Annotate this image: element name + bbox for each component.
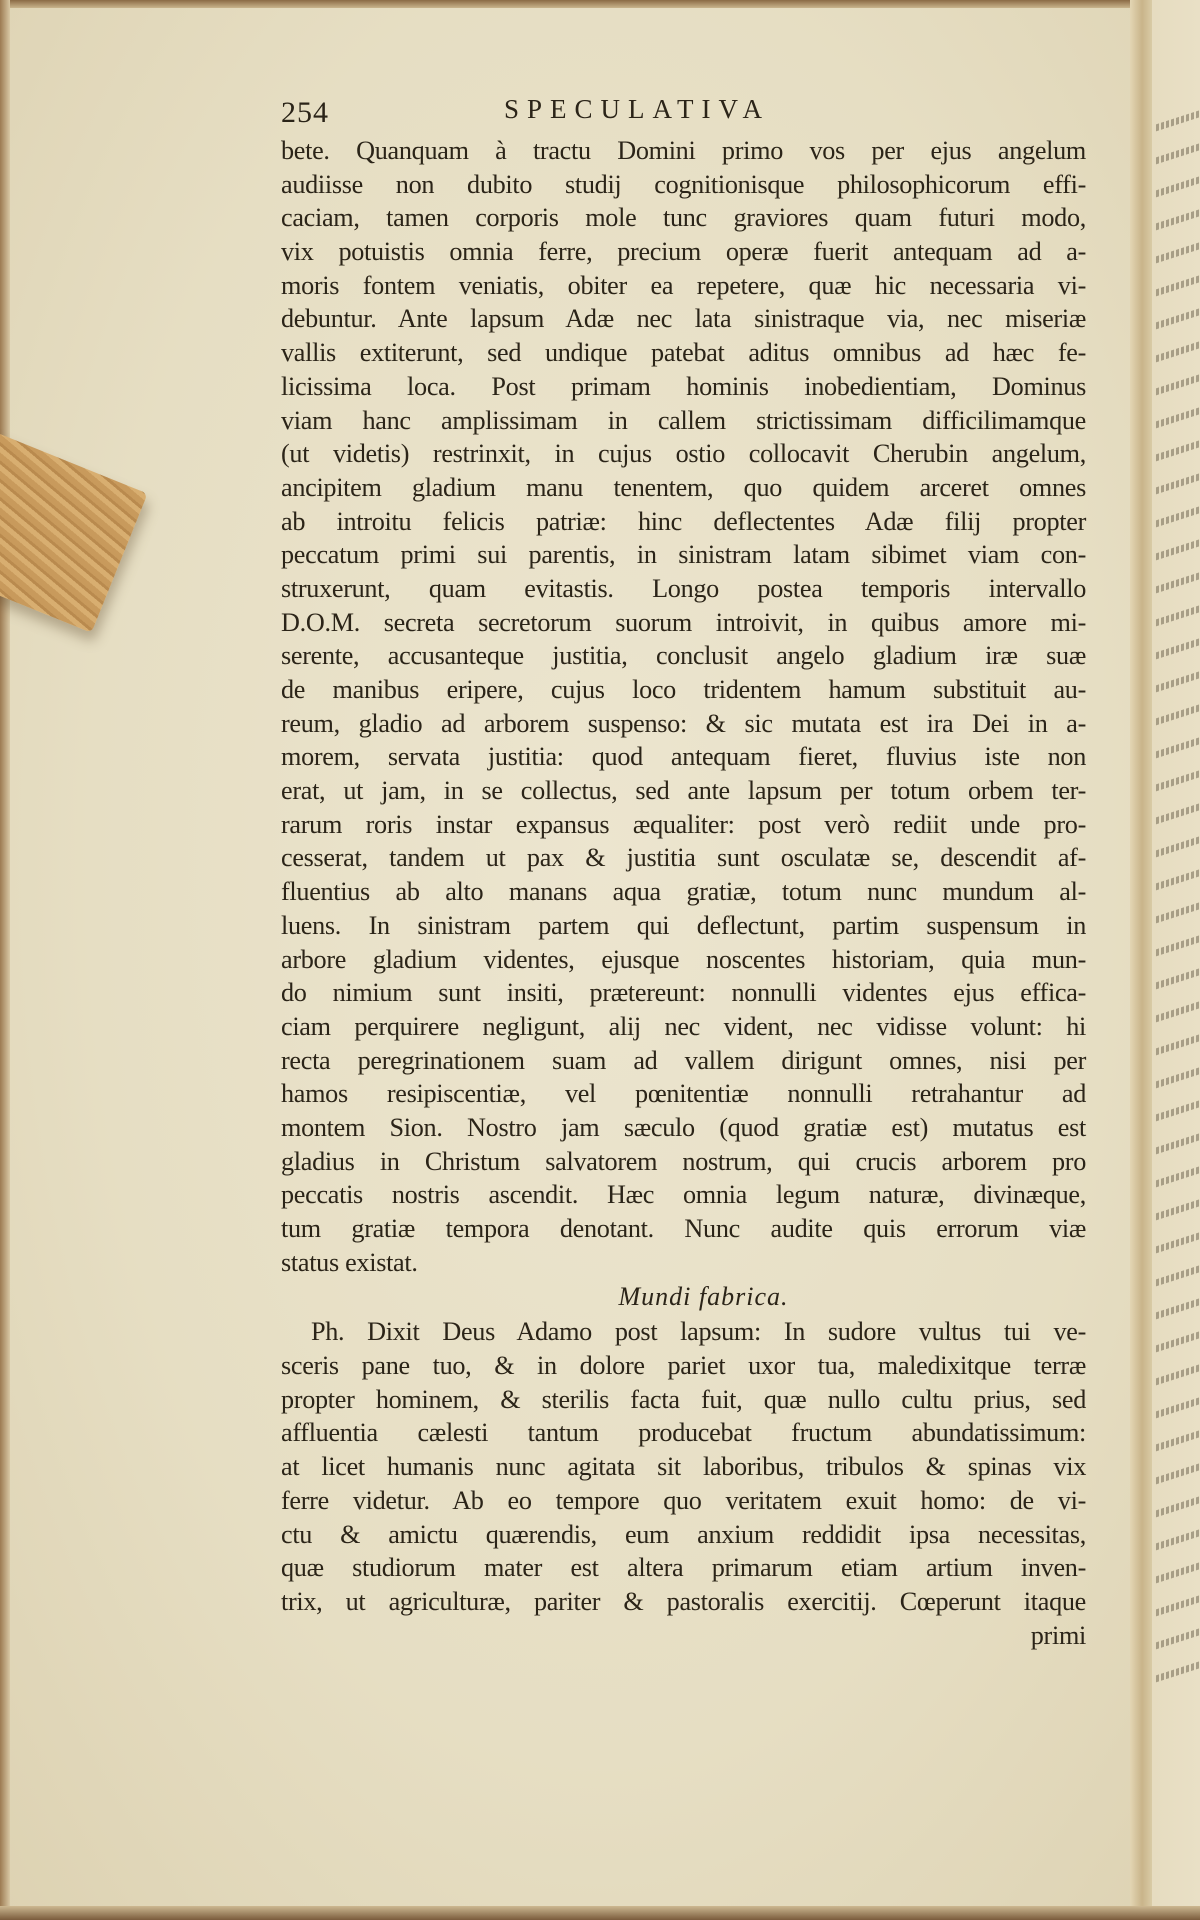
bleed-text-mark: [1156, 826, 1200, 859]
text-line: peccatum primi sui parentis, in sinistram latam sibimet viam con-: [281, 540, 1086, 570]
bleed-text-mark: [1156, 793, 1200, 826]
text-line: affluentia cælesti tantum producebat fructum abundatissimum:: [281, 1418, 1086, 1448]
text-line: peccatis nostris ascendit. Hæc omnia legum naturæ, divinæque,: [281, 1180, 1086, 1210]
bleed-text-mark: [1156, 1519, 1200, 1552]
text-line: tum gratiæ tempora denotant. Nunc audite quis errorum viæ: [281, 1214, 1086, 1243]
bleed-text-mark: [1156, 397, 1200, 430]
bleed-text-mark: [1156, 925, 1200, 958]
paragraph-body-2: [281, 1315, 1086, 1618]
text-line: gladius in Christum salvatorem nostrum, qui crucis arborem pro: [281, 1146, 1086, 1176]
text-line: debuntur. Ante lapsum Adæ nec lata sinistraque via, nec miseriæ: [281, 304, 1086, 334]
text-line: ferre videtur. Ab eo tempore quo veritatem exuit homo: de vi-: [281, 1485, 1086, 1515]
text-line: vallis extiterunt, sed undique patebat aditus omnibus ad hæc fe-: [281, 338, 1086, 368]
bleed-text-mark: [1156, 1024, 1200, 1057]
bookmark-strip: [0, 430, 148, 633]
text-line: moris fontem veniatis, obiter ea repetere, quæ hic necessaria vi-: [281, 270, 1086, 300]
bleed-text-mark: [1156, 1222, 1200, 1255]
bleed-text-mark: [1156, 199, 1200, 232]
page-top-edge: [0, 0, 1200, 8]
bleed-text-mark: [1156, 133, 1200, 166]
text-line: ciam perquirere negligunt, alij nec vident, nec vidisse volunt: hi: [281, 1011, 1086, 1041]
text-line: audiisse non dubito studij cognitionisque philosophicorum effi-: [281, 169, 1086, 199]
bleed-text-mark: [1156, 760, 1200, 793]
bleed-text-mark: [1156, 232, 1200, 265]
text-line: erat, ut jam, in se collectus, sed ante lapsum per totum orbem ter-: [281, 776, 1086, 806]
facing-page-edge: [1152, 0, 1200, 1920]
bleed-text-mark: [1156, 727, 1200, 760]
bleed-text-mark: [1156, 1486, 1200, 1519]
book-gutter: [1130, 0, 1152, 1920]
text-line: arbore gladium videntes, ejusque noscentes historiam, quia mun-: [281, 944, 1086, 974]
bleed-text-mark: [1156, 463, 1200, 496]
text-line: licissima loca. Post primam hominis inobedientiam, Dominus: [281, 371, 1086, 401]
text-line: ancipitem gladium manu tenentem, quo quidem arceret omnes: [281, 472, 1086, 502]
text-line: rarum roris instar expansus æqualiter: post verò rediit unde pro-: [281, 809, 1086, 839]
bleed-text-mark: [1156, 958, 1200, 991]
text-line: status existat.: [281, 1247, 418, 1277]
text-line: do nimium sunt insiti, prætereunt: nonnulli videntes ejus effica-: [281, 978, 1086, 1008]
text-line: ab introitu felicis patriæ: hinc deflectentes Adæ filij propter: [281, 506, 1086, 536]
bleed-text-mark: [1156, 1618, 1200, 1651]
bleed-text-mark: [1156, 1057, 1200, 1090]
text-line: vix potuistis omnia ferre, precium operæ fuerit antequam ad a-: [281, 237, 1086, 267]
text-line: morem, servata justitia: quod antequam fieret, fluvius iste non: [281, 742, 1086, 772]
text-line: recta peregrinationem suam ad vallem dirigunt omnes, nisi per: [281, 1045, 1086, 1075]
text-line: caciam, tamen corporis mole tunc graviores quam futuri modo,: [281, 203, 1086, 233]
bleed-text-mark: [1156, 331, 1200, 364]
bleed-text-mark: [1156, 595, 1200, 628]
text-line: reum, gladio ad arborem suspenso: & sic mutata est ira Dei in a-: [281, 708, 1086, 738]
bleed-text-mark: [1156, 1189, 1200, 1222]
bleed-text-mark: [1156, 1453, 1200, 1486]
text-line: at licet humanis nunc agitata sit laboribus, tribulos & spinas vix: [281, 1452, 1086, 1482]
bleed-text-mark: [1156, 1255, 1200, 1288]
text-line: sceris pane tuo, & in dolore pariet uxor tua, maledixitque terræ: [281, 1351, 1086, 1381]
running-head-title: SPECULATIVA: [504, 94, 771, 124]
text-line: fluentius ab alto manans aqua gratiæ, totum nunc mundum al-: [281, 877, 1086, 907]
bleed-text-mark: [1156, 166, 1200, 199]
bleed-text-mark: [1156, 991, 1200, 1024]
page-left-edge: [0, 0, 10, 1920]
bleed-text-mark: [1156, 1090, 1200, 1123]
text-line: (ut videtis) restrinxit, in cujus ostio collocavit Cherubin angelum,: [281, 439, 1086, 469]
text-line: hamos resipiscentiæ, vel pœnitentiæ nonnulli retrahantur ad: [281, 1079, 1086, 1109]
bleed-text-mark: [1156, 628, 1200, 661]
bleed-text-mark: [1156, 661, 1200, 694]
bleed-text-mark: [1156, 892, 1200, 925]
bleed-text-mark: [1156, 1123, 1200, 1156]
facing-page-bleed-text: [1152, 100, 1200, 1684]
catchword: primi: [1030, 1620, 1086, 1650]
paragraph-body-1: [281, 134, 1086, 1279]
page-bottom-edge: [0, 1906, 1200, 1920]
text-line: trix, ut agriculturæ, pariter & pastoralis exercitij. Cœperunt itaque: [281, 1586, 1086, 1616]
page-text-block: [281, 92, 1086, 1652]
bleed-text-mark: [1156, 298, 1200, 331]
bleed-text-mark: [1156, 430, 1200, 463]
bleed-text-mark: [1156, 265, 1200, 298]
bleed-text-mark: [1156, 694, 1200, 727]
text-line: D.O.M. secreta secretorum suorum introivit, in quibus amore mi-: [281, 607, 1086, 637]
running-head: [281, 92, 1086, 134]
bleed-text-mark: [1156, 1354, 1200, 1387]
text-line: Ph. Dixit Deus Adamo post lapsum: In sudore vultus tui ve-: [311, 1317, 1086, 1347]
text-line: montem Sion. Nostro jam sæculo (quod gratiæ est) mutatus est: [281, 1112, 1086, 1142]
bleed-text-mark: [1156, 364, 1200, 397]
bleed-text-mark: [1156, 529, 1200, 562]
text-line: ctu & amictu quærendis, eum anxium reddidit ipsa necessitas,: [281, 1519, 1086, 1549]
bleed-text-mark: [1156, 1651, 1200, 1684]
bleed-text-mark: [1156, 859, 1200, 892]
text-line: serente, accusanteque justitia, conclusit angelo gladium iræ suæ: [281, 641, 1086, 671]
text-line: de manibus eripere, cujus loco tridentem hamum substituit au-: [281, 675, 1086, 704]
text-line: struxerunt, quam evitastis. Longo postea temporis intervallo: [281, 573, 1086, 603]
bleed-text-mark: [1156, 1387, 1200, 1420]
page-number: 254: [281, 96, 329, 129]
text-line: luens. In sinistram partem qui deflectunt, partim suspensum in: [281, 910, 1086, 940]
bleed-text-mark: [1156, 1552, 1200, 1585]
bleed-text-mark: [1156, 562, 1200, 595]
bleed-text-mark: [1156, 1321, 1200, 1354]
text-line: cesserat, tandem ut pax & justitia sunt osculatæ se, descendit af-: [281, 843, 1086, 873]
bleed-text-mark: [1156, 1585, 1200, 1618]
text-line: viam hanc amplissimam in callem strictissimam difficilimamque: [281, 405, 1086, 435]
bleed-text-mark: [1156, 496, 1200, 529]
bleed-text-mark: [1156, 1420, 1200, 1453]
section-title: Mundi fabrica.: [618, 1282, 789, 1312]
bleed-text-mark: [1156, 1156, 1200, 1189]
text-line: bete. Quanquam à tractu Domini primo vos per ejus angelum: [281, 136, 1086, 165]
text-line: quæ studiorum mater est altera primarum etiam artium inven-: [281, 1553, 1086, 1583]
bleed-text-mark: [1156, 1288, 1200, 1321]
text-line: propter hominem, & sterilis facta fuit, quæ nullo cultu prius, sed: [281, 1384, 1086, 1414]
bleed-text-mark: [1156, 100, 1200, 133]
